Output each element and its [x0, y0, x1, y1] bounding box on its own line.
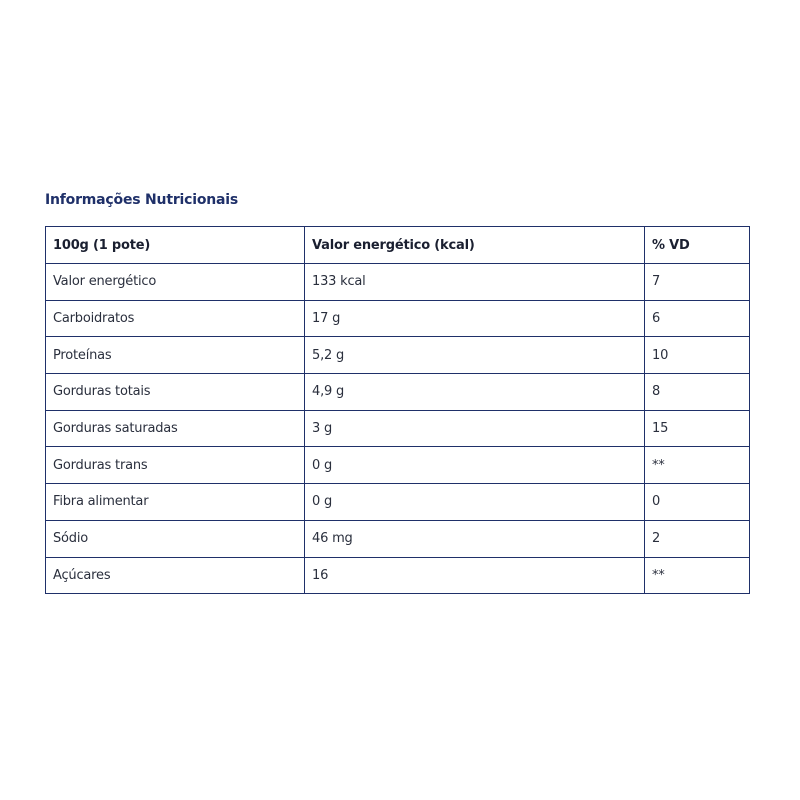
nutrient-name: Gorduras saturadas [46, 410, 305, 447]
header-energy-value: Valor energético (kcal) [305, 227, 645, 264]
nutrient-daily-value: ** [645, 557, 750, 594]
nutrient-name: Valor energético [46, 264, 305, 301]
page-title: Informações Nutricionais [45, 192, 238, 208]
table-row [46, 520, 750, 557]
header-daily-value: % VD [645, 227, 750, 264]
nutrition-table [45, 226, 750, 594]
table-row [46, 300, 750, 337]
nutrient-daily-value: 7 [645, 264, 750, 301]
nutrient-daily-value: 15 [645, 410, 750, 447]
nutrient-daily-value: 0 [645, 484, 750, 521]
nutrient-daily-value: 6 [645, 300, 750, 337]
nutrient-amount: 16 [305, 557, 645, 594]
nutrient-name: Carboidratos [46, 300, 305, 337]
table-row [46, 264, 750, 301]
nutrient-amount: 17 g [305, 300, 645, 337]
table-row [46, 557, 750, 594]
nutrient-name: Açúcares [46, 557, 305, 594]
table-row [46, 374, 750, 411]
nutrient-amount: 4,9 g [305, 374, 645, 411]
nutrient-amount: 46 mg [305, 520, 645, 557]
nutrient-name: Proteínas [46, 337, 305, 374]
nutrient-name: Fibra alimentar [46, 484, 305, 521]
header-portion: 100g (1 pote) [46, 227, 305, 264]
nutrient-name: Sódio [46, 520, 305, 557]
nutrient-amount: 0 g [305, 447, 645, 484]
nutrient-name: Gorduras trans [46, 447, 305, 484]
nutrient-amount: 0 g [305, 484, 645, 521]
nutrient-daily-value: ** [645, 447, 750, 484]
nutrient-daily-value: 10 [645, 337, 750, 374]
nutrient-daily-value: 8 [645, 374, 750, 411]
nutrient-name: Gorduras totais [46, 374, 305, 411]
nutrient-amount: 133 kcal [305, 264, 645, 301]
table-row [46, 337, 750, 374]
nutrient-amount: 5,2 g [305, 337, 645, 374]
table-header-row [46, 227, 750, 264]
nutrient-daily-value: 2 [645, 520, 750, 557]
table-row [46, 484, 750, 521]
nutrient-amount: 3 g [305, 410, 645, 447]
table-row [46, 447, 750, 484]
table-row [46, 410, 750, 447]
